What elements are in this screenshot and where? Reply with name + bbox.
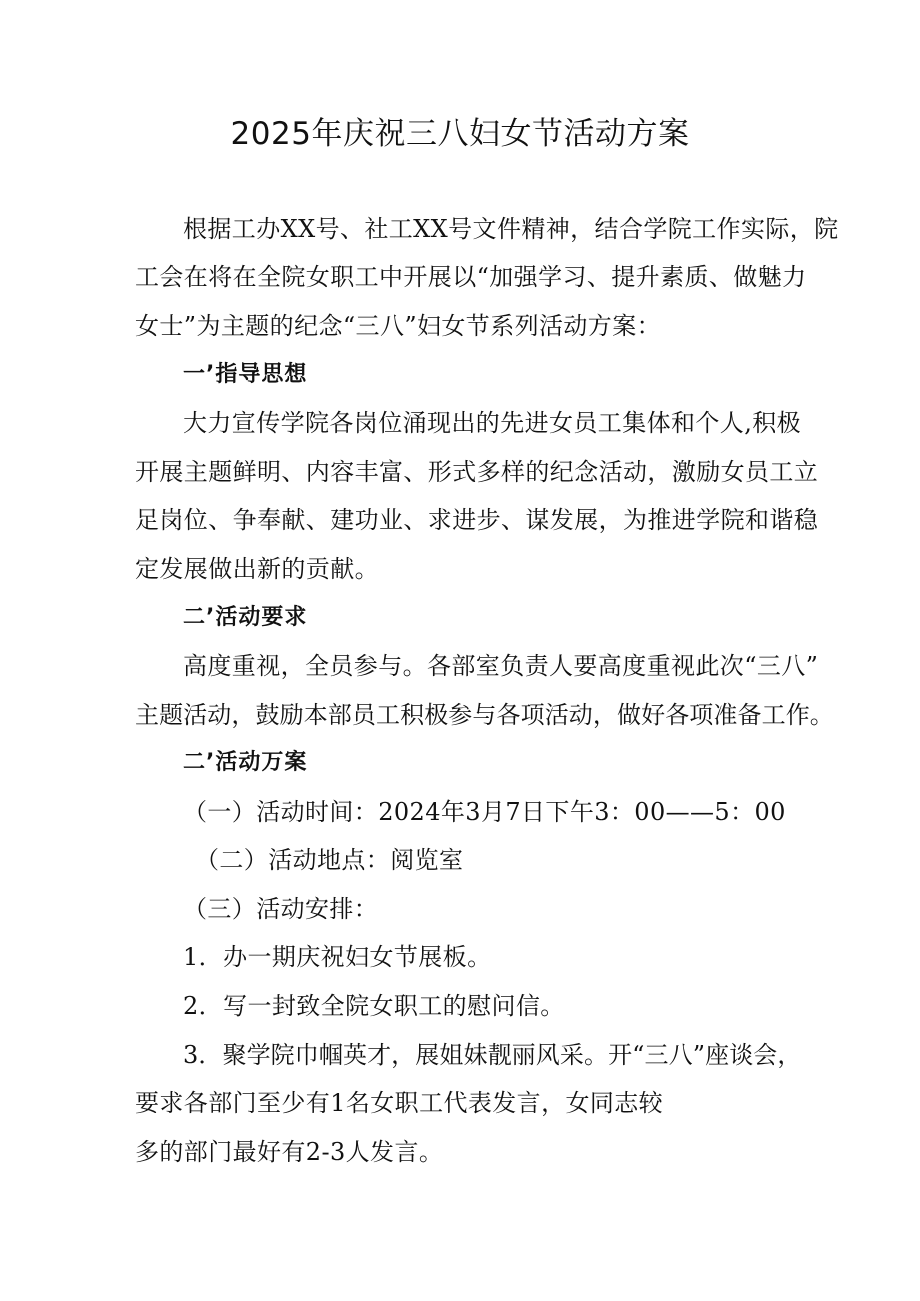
section2-line-1: 高度重视，全员参与。各部室负责人要高度重视此次“三八” [183, 652, 819, 680]
intro-line-1: 根据工办XX号、社工XX号文件精神，结合学院工作实际，院 [183, 215, 839, 243]
document-title: 2025年庆祝三八妇女节活动方案 [230, 116, 690, 152]
section1-line-1: 大力宣传学院各岗位涌现出的先进女员工集体和个人,积极 [183, 409, 802, 437]
section2-line-2: 主题活动，鼓励本部员工积极参与各项活动，做好各项准备工作。 [135, 701, 834, 729]
activity-arrangement: （三）活动安排： [183, 895, 379, 923]
intro-line-2: 工会在将在全院女职工中开展以“加强学习、提升素质、做魅力 [135, 263, 807, 291]
arrangement-item-1: 1．办一期庆祝妇女节展板。 [183, 943, 492, 971]
section-heading-plan: 二’活动万案 [183, 750, 308, 775]
intro-line-3: 女士”为主题的纪念“三八”妇女节系列活动方案： [135, 312, 662, 340]
section1-line-2: 开展主题鲜明、内容丰富、形式多样的纪念活动，激励女员工立 [135, 458, 819, 486]
section1-line-3: 足岗位、争奉献、建功业、求进步、谋发展，为推进学院和谐稳 [135, 506, 819, 534]
activity-time: （一）活动时间：2024年3月7日下午3：00——5：00 [183, 798, 786, 826]
section-heading-requirements: 二’活动要求 [183, 605, 308, 630]
activity-place: （二）活动地点：阅览室 [195, 846, 464, 874]
section1-line-4: 定发展做出新的贡献。 [135, 555, 379, 583]
arrangement-item-3-line-2: 要求各部门至少有1名女职工代表发言，女同志较 [135, 1089, 664, 1117]
arrangement-item-3-line-1: 3．聚学院巾帼英才，展姐妹靓丽风采。开“三八”座谈会， [183, 1041, 802, 1069]
arrangement-item-3-line-3: 多的部门最好有2-3人发言。 [135, 1138, 444, 1166]
arrangement-item-2: 2．写一封致全院女职工的慰问信。 [183, 992, 565, 1020]
section-heading-guiding-ideology: 一’指导思想 [183, 362, 308, 387]
